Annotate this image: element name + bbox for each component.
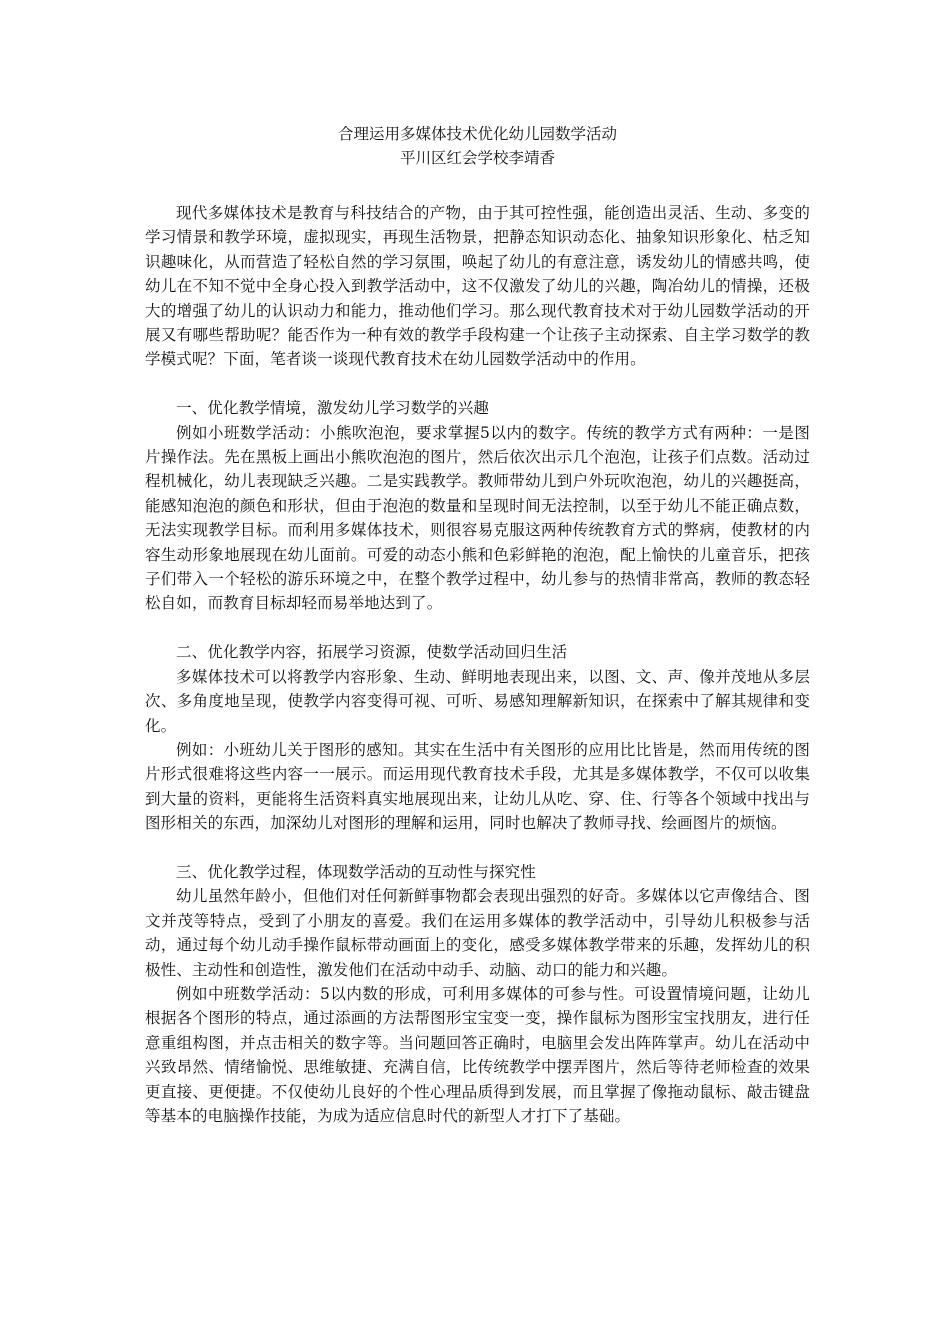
title-block: [145, 122, 810, 170]
section-3-paragraph-2: 例如中班数学活动：5以内数的形成，可利用多媒体的可参与性。可设置情境问题，让幼儿根据各个图形的特点，通过添画的方法帮图形宝宝变一变，操作鼠标为图形宝宝找朋友，进行任意重组构图，并点击相关的数字等。当问题回答正确时，电脑里会发出阵阵掌声。幼儿在活动中兴致昂然、情绪愉悦、思维敏捷、充满自信，比传统教学中摆弄图片，然后等待老师检查的效果更直接、更便捷。不仅使幼儿良好的个性心理品质得到发展，而且掌握了像拖动鼠标、敲击键盘等基本的电脑操作技能，为成为适应信息时代的新型人才打下了基础。: [145, 984, 810, 1125]
section-2-heading: 二、优化教学内容，拓展学习资源，使数学活动回归生活: [176, 643, 568, 662]
section-3-paragraph-1: 幼儿虽然年龄小，但他们对任何新鲜事物都会表现出强烈的好奇。多媒体以它声像结合、图文并茂等特点，受到了小朋友的喜爱。我们在运用多媒体的教学活动中，引导幼儿积极参与活动，通过每个幼儿动手操作鼠标带动画面上的变化，感受多媒体教学带来的乐趣，发挥幼儿的积极性、主动性和创造性，激发他们在活动中动手、动脑、动口的能力和兴趣。: [145, 887, 810, 979]
section-2-paragraph-2: 例如：小班幼儿关于图形的感知。其实在生活中有关图形的应用比比皆是，然而用传统的图片形式很难将这些内容一一展示。而运用现代教育技术手段，尤其是多媒体教学，不仅可以收集到大量的资料，更能将生活资料真实地展现出来，让幼儿从吃、穿、住、行等各个领域中找出与图形相关的东西，加深幼儿对图形的理解和运用，同时也解决了教师寻找、绘画图片的烦恼。: [145, 740, 810, 833]
document-body: [145, 201, 810, 1128]
section-1-paragraph-1: 例如小班数学活动：小熊吹泡泡，要求掌握5以内的数字。传统的教学方式有两种：一是图片操作法。先在黑板上画出小熊吹泡泡的图片，然后依次出示几个泡泡，让孩子们点数。活动过程机械化，幼儿表现缺乏兴趣。二是实践教学。教师带幼儿到户外玩吹泡泡，幼儿的兴趣挺高，能感知泡泡的颜色和形状，但由于泡泡的数量和呈现时间无法控制，以至于幼儿不能正确点数，无法实现教学目标。而利用多媒体技术，则很容易克服这两种传统教育方式的弊病，使教材的内容生动形象地展现在幼儿面前。可爱的动态小熊和色彩鲜艳的泡泡，配上愉快的儿童音乐，把孩子们带入一个轻松的游乐环境之中，在整个教学过程中，幼儿参与的热情非常高，教师的教态轻松自如，而教育目标却轻而易举地达到了。: [145, 423, 810, 613]
intro-paragraph: 现代多媒体技术是教育与科技结合的产物，由于其可控性强，能创造出灵活、生动、多变的学习情景和教学环境，虚拟现实，再现生活物景，把静态知识动态化、抽象知识形象化、枯乏知识趣味化，从而营造了轻松自然的学习氛围，唤起了幼儿的有意注意，诱发幼儿的情感共鸣，使幼儿在不知不觉中全身心投入到教学活动中，这不仅激发了幼儿的兴趣，陶冶幼儿的情操，还极大的增强了幼儿的认识动力和能力，推动他们学习。那么现代教育技术对于幼儿园数学活动的开展又有哪些帮助呢？能否作为一种有效的教学手段构建一个让孩子主动探索、自主学习数学的教学模式呢？下面，笔者谈一谈现代教育技术在幼儿园数学活动中的作用。: [145, 204, 810, 369]
document-page: [145, 122, 810, 1128]
paragraph-gap: [145, 372, 810, 396]
section-3-heading: 三、优化教学过程，体现数学活动的互动性与探究性: [176, 862, 536, 881]
section-2-paragraph-1: 多媒体技术可以将教学内容形象、生动、鲜明地表现出来，以图、文、声、像并茂地从多层次、多角度地呈现，使教学内容变得可视、可听、易感知理解新知识，在探索中了解其规律和变化。: [145, 667, 810, 735]
paragraph-gap: [145, 616, 810, 640]
section-1-heading: 一、优化教学情境，激发幼儿学习数学的兴趣: [176, 399, 490, 418]
paragraph-gap: [145, 836, 810, 860]
document-author: 平川区红会学校李靖香: [399, 149, 555, 167]
document-title: 合理运用多媒体技术优化幼儿园数学活动: [337, 125, 617, 143]
